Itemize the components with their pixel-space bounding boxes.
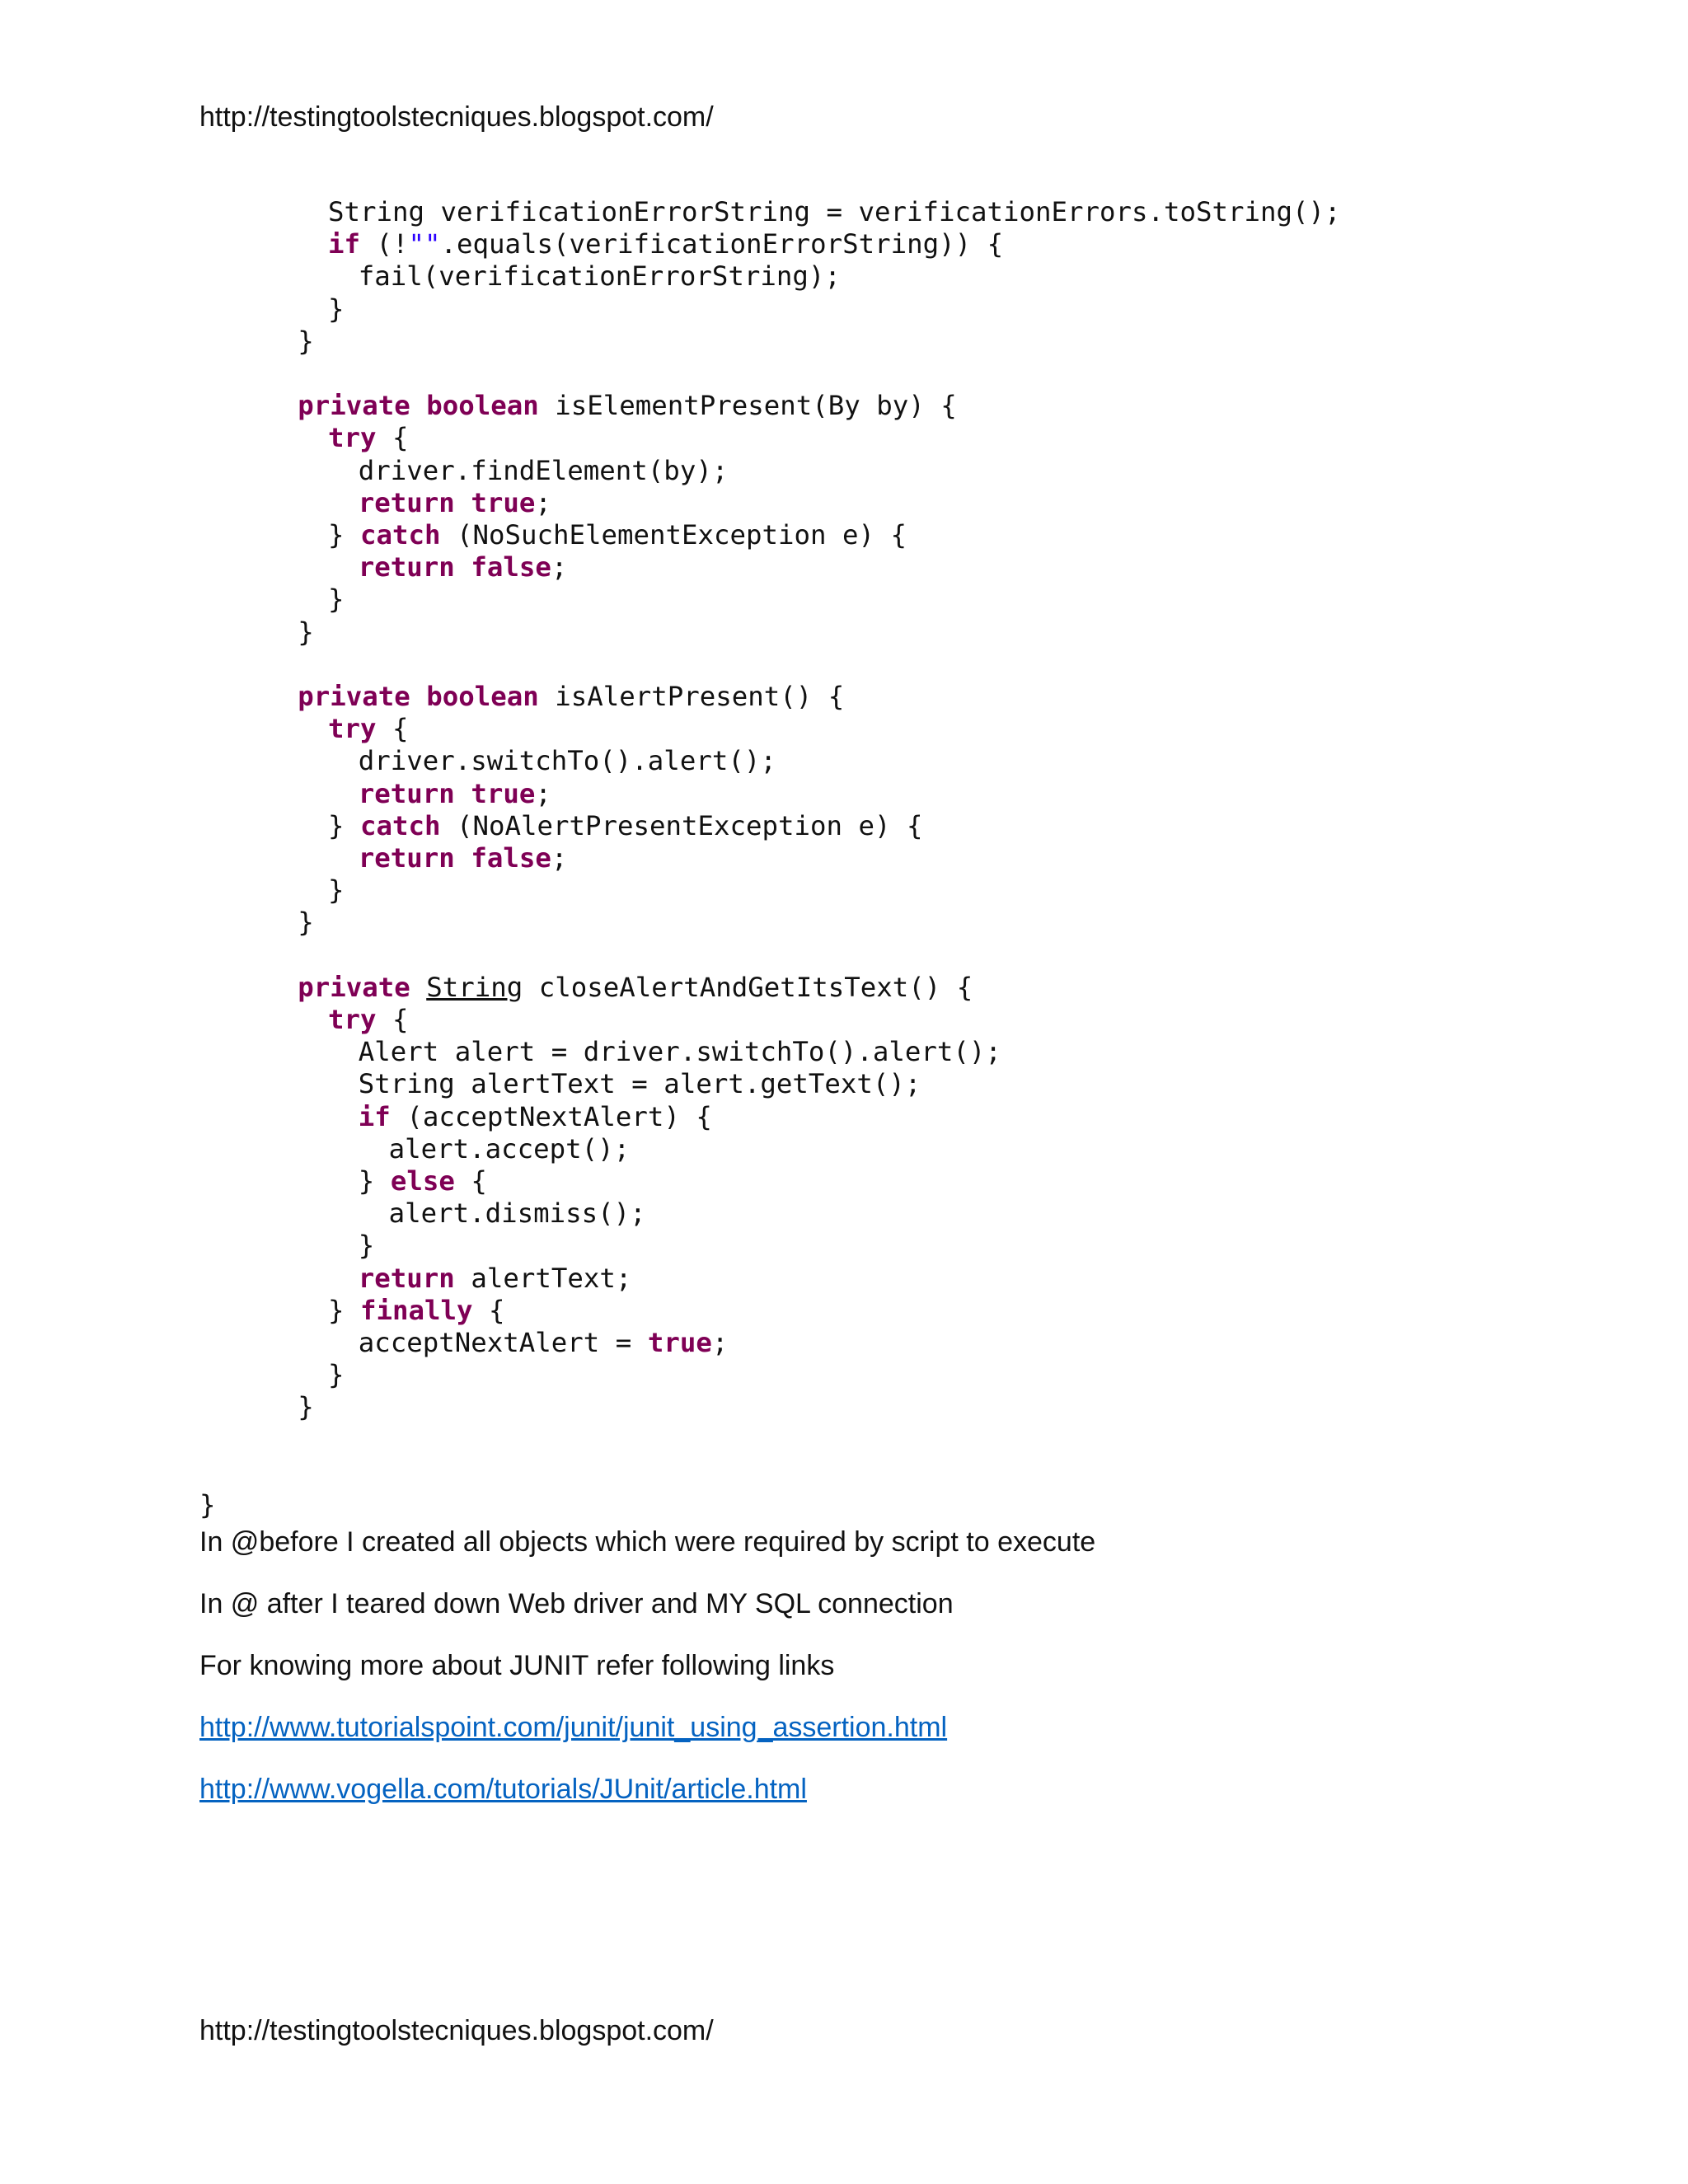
code-type: String bbox=[426, 971, 523, 1003]
code-line bbox=[328, 293, 345, 326]
code-keyword: private bbox=[298, 681, 410, 712]
code-keyword: try bbox=[328, 1004, 377, 1035]
code-text: isAlertPresent() { bbox=[538, 681, 845, 712]
code-text: driver.switchTo().alert(); bbox=[358, 745, 776, 777]
code-text bbox=[455, 487, 471, 518]
code-text: (! bbox=[360, 228, 409, 260]
code-line bbox=[298, 907, 314, 939]
code-text: alertText; bbox=[454, 1262, 632, 1294]
code-text: ; bbox=[711, 1327, 729, 1358]
code-keyword: boolean bbox=[426, 390, 539, 422]
code-text: closeAlertAndGetItsText() { bbox=[523, 971, 973, 1003]
code-text: { bbox=[376, 422, 409, 454]
code-keyword: return bbox=[358, 551, 455, 583]
code-line bbox=[359, 1230, 375, 1262]
code-text: { bbox=[376, 1004, 409, 1035]
code-keyword: return bbox=[358, 486, 455, 518]
code-text: } bbox=[298, 907, 314, 939]
code-text: String alertText = alert.getText(); bbox=[358, 1068, 921, 1100]
code-keyword: private bbox=[298, 390, 410, 422]
footer-url: http://testingtoolstecniques.blogspot.com/ bbox=[199, 2015, 714, 2046]
code-text: } bbox=[298, 1391, 314, 1423]
code-text: ; bbox=[535, 777, 551, 809]
code-text bbox=[455, 551, 471, 583]
code-line bbox=[298, 1391, 314, 1423]
code-text: alert.dismiss(); bbox=[388, 1197, 646, 1230]
code-text: } bbox=[328, 583, 345, 616]
code-text: } bbox=[298, 616, 314, 648]
code-line bbox=[359, 842, 568, 874]
code-line bbox=[359, 260, 841, 293]
code-text bbox=[410, 390, 427, 421]
code-text: { bbox=[376, 713, 409, 745]
code-line bbox=[359, 1068, 921, 1100]
link-tutorialspoint[interactable]: http://www.tutorialspoint.com/junit/junit_using_assertion.html bbox=[199, 1712, 948, 1743]
paragraph-before: In @before I created all objects which were required by script to execute bbox=[199, 1526, 1096, 1558]
code-text: (NoAlertPresentException e) { bbox=[440, 809, 923, 841]
paragraph-after: In @ after I teared down Web driver and MY SQL connection bbox=[199, 1588, 954, 1619]
class-closing-brace: } bbox=[199, 1489, 216, 1521]
code-line bbox=[328, 519, 907, 551]
code-keyword: true bbox=[647, 1327, 712, 1358]
code-line bbox=[328, 713, 409, 745]
code-text: isElementPresent(By by) { bbox=[538, 390, 957, 422]
code-text: driver.findElement(by); bbox=[358, 454, 729, 486]
code-keyword: true bbox=[471, 486, 536, 518]
code-line bbox=[298, 616, 314, 649]
code-keyword: else bbox=[390, 1165, 455, 1197]
code-line bbox=[298, 326, 314, 358]
code-line bbox=[328, 422, 409, 454]
code-line bbox=[328, 196, 1341, 228]
code-keyword: try bbox=[328, 422, 377, 454]
code-line bbox=[359, 455, 729, 487]
code-text: (NoSuchElementException e) { bbox=[440, 519, 907, 551]
link-vogella[interactable]: http://www.vogella.com/tutorials/JUnit/article.html bbox=[199, 1774, 807, 1805]
code-keyword: true bbox=[471, 777, 536, 809]
code-text: alert.accept(); bbox=[388, 1132, 631, 1165]
header-url: http://testingtoolstecniques.blogspot.com/ bbox=[199, 101, 714, 133]
code-line bbox=[328, 874, 345, 907]
code-line bbox=[389, 1197, 646, 1230]
code-text: .equals(verificationErrorString)) { bbox=[440, 228, 1004, 260]
code-keyword: false bbox=[471, 551, 551, 583]
code-line bbox=[389, 1133, 631, 1165]
code-text: ; bbox=[535, 486, 551, 518]
code-text bbox=[455, 778, 471, 809]
code-text: } bbox=[328, 1294, 361, 1326]
code-line bbox=[328, 1359, 345, 1391]
code-keyword: return bbox=[358, 842, 455, 874]
code-keyword: if bbox=[328, 228, 361, 260]
code-text: } bbox=[358, 1165, 391, 1197]
code-keyword: private bbox=[298, 971, 410, 1003]
code-keyword: try bbox=[328, 713, 377, 745]
code-text: (acceptNextAlert) { bbox=[390, 1100, 712, 1132]
code-line bbox=[359, 1263, 632, 1295]
code-line bbox=[359, 745, 776, 777]
code-line bbox=[359, 487, 551, 519]
code-text: } bbox=[298, 325, 314, 357]
code-text bbox=[410, 681, 427, 712]
code-keyword: return bbox=[358, 777, 455, 809]
code-text: { bbox=[454, 1165, 487, 1197]
code-line bbox=[359, 1327, 729, 1359]
code-keyword: catch bbox=[360, 519, 441, 551]
code-line bbox=[359, 1165, 487, 1197]
code-text bbox=[410, 972, 427, 1003]
code-text: } bbox=[328, 293, 345, 325]
code-line bbox=[359, 778, 551, 810]
code-text: { bbox=[472, 1294, 505, 1326]
code-keyword: false bbox=[471, 842, 551, 874]
code-text: String verificationErrorString = verificationErrors.toString(); bbox=[328, 196, 1341, 227]
code-text: } bbox=[328, 519, 361, 551]
code-line bbox=[359, 1101, 712, 1133]
code-keyword: boolean bbox=[426, 681, 539, 712]
paragraph-links-intro: For knowing more about JUNIT refer following links bbox=[199, 1650, 835, 1681]
code-text: } bbox=[358, 1230, 375, 1262]
code-line bbox=[328, 228, 1003, 260]
code-text: } bbox=[328, 874, 345, 907]
code-text: fail(verificationErrorString); bbox=[358, 260, 841, 293]
code-text bbox=[455, 842, 471, 874]
code-text: Alert alert = driver.switchTo().alert(); bbox=[358, 1036, 1001, 1068]
code-string: "" bbox=[408, 228, 441, 260]
code-line bbox=[328, 583, 345, 616]
code-text: } bbox=[328, 809, 361, 841]
code-line bbox=[328, 1295, 505, 1327]
code-text: ; bbox=[551, 842, 568, 874]
code-line bbox=[359, 551, 568, 583]
code-keyword: catch bbox=[360, 809, 441, 841]
code-text: acceptNextAlert = bbox=[358, 1327, 648, 1358]
code-text: ; bbox=[551, 551, 568, 583]
code-text: } bbox=[328, 1359, 345, 1391]
code-line bbox=[359, 1036, 1001, 1068]
code-line bbox=[328, 810, 923, 842]
code-line bbox=[298, 972, 973, 1004]
code-keyword: if bbox=[358, 1100, 391, 1132]
code-line bbox=[298, 390, 957, 422]
code-line bbox=[328, 1004, 409, 1036]
code-keyword: return bbox=[358, 1262, 455, 1294]
code-keyword: finally bbox=[360, 1294, 473, 1326]
code-line bbox=[298, 681, 844, 713]
